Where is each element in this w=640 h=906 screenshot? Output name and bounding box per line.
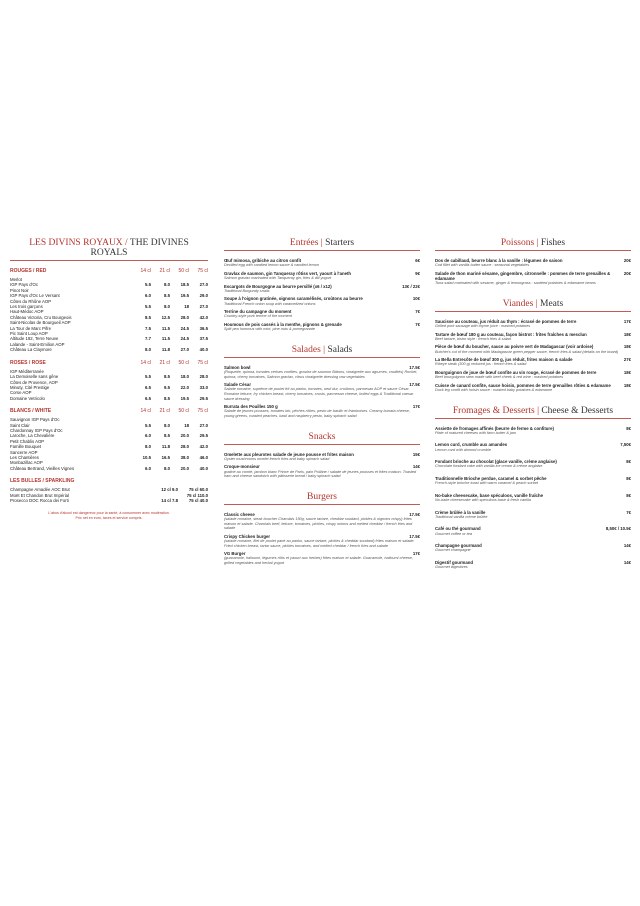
menu-item-name: Champagne gourmand	[435, 543, 482, 549]
sparkling-name: Moët Et Chandon Brut Impérial	[10, 492, 69, 498]
menu-item-name: Burrata des Pouilles 150 g	[224, 404, 278, 410]
wine-price: 5.5	[145, 422, 151, 428]
wine-price: 28.0	[180, 444, 189, 450]
salades-title-sub: Salads	[327, 344, 353, 355]
menu-item	[224, 322, 420, 332]
wine-sections	[10, 268, 208, 474]
sparkling-price-glass: 12 cl 9.0	[161, 487, 178, 493]
menu-item-name: Crispy Chicken burger	[224, 533, 271, 539]
menu-item-name: Œuf mimosa, gribiche au citron confit	[224, 258, 302, 263]
section-spacer	[10, 403, 208, 404]
menu-item	[435, 426, 631, 436]
menu-item-description: Oyster mushrooms omelet french fries and baby spinach salad	[224, 456, 330, 461]
menu-item-price: 7€	[626, 509, 631, 515]
menu-item-name: La Bella Entrecôte de bœuf 300 g, jus réduit, frites maison & salade	[435, 357, 573, 363]
wine-price: 27.0	[199, 304, 208, 310]
menu-item	[224, 365, 420, 379]
volume-header: 75 cl	[197, 268, 208, 274]
wine-price: 8.0	[164, 282, 170, 288]
menu-item-price: 8€	[626, 492, 631, 498]
menu-item	[435, 560, 631, 570]
menu-item	[435, 526, 631, 536]
menu-item-description: Traditional Burgundy snails	[224, 288, 270, 293]
menu-item-description: (salade romaine, filet de poulet pané au panko, sauce tartare, pickles & cheddar soudard) frites maison et salade. Fried chicken breast, tartar sauce, pickles tomatoes, and melted cheddar / french fries and salade	[224, 538, 415, 548]
wine-title: LES DIVINS ROYAUX	[29, 238, 123, 248]
menu-item-description: Beef bourguignon stew made with beef cheek & red wine : mashed potatoes	[435, 375, 564, 380]
menu-item	[435, 543, 631, 553]
menu-item-price: 18€	[623, 382, 631, 388]
entrees-list	[224, 258, 420, 332]
menu-item-description: French-style brioche toast with warm caramel & peach sorbet	[435, 481, 538, 486]
wine-price: 29.5	[199, 395, 208, 401]
menu-item-description: Chocolate fondant cake with vanilla ice cream & crème anglaise	[435, 464, 543, 469]
volume-header: 75 cl	[197, 359, 208, 366]
salades-title: Salades	[291, 344, 321, 355]
menu-item-name: Salade César	[224, 382, 251, 388]
menu-item-price: 6€	[415, 258, 420, 263]
menu-item-row	[435, 442, 631, 447]
menu-item-price: 27€	[623, 357, 631, 363]
menu-item-price: 8,50€ / 10.5€	[605, 526, 631, 532]
wine-price: 33.0	[199, 384, 208, 390]
wine-price: 12.5	[161, 314, 170, 320]
sparkling-name: Champagne Amadée AOC Brut	[10, 487, 70, 493]
wine-price: 8.0	[145, 444, 151, 450]
wine-name: Les trois garçons	[10, 304, 43, 310]
menu-item-name: VG Burger	[224, 551, 246, 557]
desserts-title: Fromages & Desserts	[452, 405, 535, 416]
volume-header: 21 cl	[159, 268, 170, 274]
volume-header: 50 cl	[178, 268, 189, 274]
viandes-title: Viandes	[502, 298, 534, 309]
middle-column	[224, 238, 420, 569]
poissons-list	[435, 258, 631, 286]
wine-title-sub: THE DIVINES ROYALS	[90, 238, 189, 258]
menu-item	[435, 383, 631, 393]
menu-item-name: Terrine du campagne du moment	[224, 309, 292, 315]
wine-price: 8.0	[145, 347, 151, 353]
section-spacer	[10, 355, 208, 356]
volume-header: 21 cl	[159, 359, 170, 366]
menu-item-name: Gravlax de saumon, gin Tanqueray rôtiss vert, yaourt à l'aneth	[224, 270, 352, 276]
menu-item	[435, 476, 631, 486]
menu-item-description: Gourmet digestives	[435, 565, 468, 570]
menu-item-row	[435, 271, 631, 281]
menu-item-price: 18€	[623, 369, 631, 375]
wine-price: 11.8	[161, 444, 170, 450]
wine-price: 28.0	[199, 374, 208, 380]
wine-price: 28.0	[180, 314, 189, 320]
wine-price: 27.0	[199, 282, 208, 288]
bubbles-list	[10, 487, 208, 503]
menu-item-row	[435, 344, 631, 349]
volume-header: 21 cl	[159, 408, 170, 415]
sparkling-name: Prosecco DOC Rocca dei Forti	[10, 498, 69, 503]
wine-name: Côtes du Rhône AOP	[10, 298, 52, 304]
menu-item-description: Country-style pork terrine of the moment	[224, 314, 292, 319]
wine-name: Petit Chablis AOP	[10, 438, 45, 444]
wine-name: Pinot Noir	[10, 287, 29, 293]
wine-name: Domaine Vetricolo	[10, 395, 45, 401]
entrees-title-sub: Starters	[325, 238, 355, 248]
wine-name: Pic Saint Loup AOP	[10, 331, 48, 337]
menu-item-description: Split pea hummus with mint, pine nuts & pomegranate	[224, 327, 315, 332]
menu-item-description: Salmon gravlax marinated with Tanqueray gin, fries & dill yogurt	[224, 276, 332, 280]
wine-price: 10.5	[142, 454, 151, 460]
wine-name: Château Victoria, Cru Bourgeois	[10, 314, 72, 320]
wine-category-heading	[10, 360, 208, 366]
wine-price: 6.5	[145, 395, 151, 401]
menu-item-description: (guacamole, halloumi, légumes rôtis et yaourt aux herbes) frites maison et salade. Guacamole, halloumi cheese, grilled vegetables and herbal yogurt	[224, 556, 413, 565]
menu-item-description: (Roquette, quinoa, tomates cerises confites, gravlax de saumon Bâtons, vinaigrette aux agrumes, crudités) Rocket, quinoa, cherry tomatoes, Salmon gravlax, citrus vinaigrette dressing raw vegetables	[224, 369, 418, 379]
menu-item	[224, 551, 420, 565]
wine-row	[10, 466, 208, 471]
menu-item-name: Salade de thon mariné sésame, gingembre, citronnelle : pommes de terre grenailles & edamame	[435, 270, 611, 281]
menu-item-price: 7€	[415, 321, 420, 327]
wine-name: Château La Claymore	[10, 347, 52, 353]
menu-item-price: 17€	[412, 551, 420, 557]
menu-item-price: 14€	[412, 464, 420, 470]
wine-name: Sancerre AOP	[10, 449, 38, 455]
menu-item	[435, 344, 631, 354]
menu-item-price: 7€	[415, 309, 420, 315]
menu-item-description: Cod fillet with vanilla butter sauce : seasonal vegetables	[435, 263, 530, 268]
wine-name: Merlot	[10, 277, 22, 282]
menu-item-name: Bourguignon de joue de bœuf confite au vin rouge, écrasé de pommes de terre	[435, 369, 597, 375]
wine-price: 24.5	[180, 336, 189, 342]
viandes-heading: Viandes | Meats	[435, 299, 631, 312]
sparkling-price-bottle: 75 cl 40.0	[188, 498, 208, 503]
wine-row	[10, 347, 208, 352]
menu-item-description: Butcher's cut of the moment with Madagascar green pepper sauce, french fries & salad (details on the board)	[435, 349, 619, 354]
menu-item-description: No-bake cheesecake with speculoos base & fresh vanilla	[435, 497, 531, 502]
menu-item-name: No-bake cheesecake, base spéculoos, vanille fraîche	[435, 492, 543, 498]
right-column	[435, 238, 631, 577]
menu-item-description: Lemon curd with almond crumble	[435, 447, 491, 452]
wine-price: 11.5	[161, 325, 170, 331]
menu-item	[224, 464, 420, 478]
wine-name: Sauvignon IGP Pays d'Oc	[10, 417, 60, 423]
menu-item	[435, 370, 631, 380]
menu-item-description: Salade romaine, suprême de poulet frit au panko, tomates, oeuf dur, croûtons, parmesan AOP et sauce César. Romaine lettuce, fry chicken breast, cherry tomatoes, crusts, parmesan cheese, boiled eggs & Traditional caesar sauce dressing	[224, 387, 414, 401]
menu-item	[224, 404, 420, 418]
poissons-heading: Poissons | Fishes	[435, 238, 631, 251]
wine-price: 40.0	[199, 347, 208, 353]
menu-item	[435, 357, 631, 367]
menu-item-description: Gourmet champagne	[435, 548, 471, 553]
poissons-title: Poissons	[500, 238, 535, 248]
wine-name: Saint Clair	[10, 422, 30, 428]
salades-list	[224, 365, 420, 419]
wine-price: 8.0	[164, 304, 170, 310]
wine-price: 8.5	[164, 433, 170, 439]
entrees-heading: Entrées | Starters	[224, 238, 420, 251]
menu-item-name: Cuisse de canard confite, sauce hoisin, pommes de terre grenailles rôties & edamame	[435, 382, 611, 388]
desserts-list	[435, 426, 631, 570]
wine-category-title: ROSES / ROSE	[10, 359, 46, 366]
menu-item-price: 10€	[412, 296, 420, 302]
wine-price: 8.5	[164, 293, 170, 299]
volume-header: 50 cl	[178, 359, 189, 366]
menu-item	[224, 534, 420, 548]
wine-name: Minuty, Cité Prestige	[10, 384, 50, 390]
wine-category-heading	[10, 268, 208, 274]
wine-name: Famille Bouquet	[10, 444, 42, 450]
menu-item-row	[224, 296, 420, 301]
wine-name: Château Bertrand, Vieilles Vignes	[10, 465, 75, 471]
bubbles-heading	[10, 478, 208, 484]
wine-name: Haut-Médoc AOP	[10, 309, 44, 315]
menu-item-price: 15€	[412, 451, 420, 457]
wine-name: Monbazillac AOP	[10, 460, 43, 466]
wine-price: 29.0	[199, 293, 208, 299]
wine-name: Altitude 192, Terre Neuve	[10, 336, 59, 342]
menu-item-name: Escargots de Bourgogne au beurre persillé (x6 / x12)	[224, 283, 332, 289]
wine-price: 7.5	[145, 325, 151, 331]
menu-item	[224, 382, 420, 401]
wine-category-title: ROUGES / RED	[10, 268, 47, 274]
sparkling-price-glass: 14 cl 7.8	[161, 498, 178, 503]
menu-item-description: Salade de jeunes pousses, tomates bio, pêches rôties, pesto de basilic et framboises. Creamy burrata cheese, young greens, roasted peaches, basil and raspberry pesto, baby spinach salad	[224, 409, 410, 418]
wine-name: Côtes de Provence, AOP	[10, 379, 58, 385]
menu-item-name: Pièce de bœuf du boucher, sauce au poivre vert de Madagascar (voir ardoise)	[435, 344, 594, 350]
wine-price: 8.5	[145, 314, 151, 320]
menu-item-name: Saucisse au couteau, jus réduit au thym : écrasé de pommes de terre	[435, 318, 577, 324]
wine-name: IGP Pays d'Oc	[10, 282, 38, 288]
menu-item-name: Classic cheese	[224, 511, 255, 517]
menu-item-name: Digestif gourmand	[435, 559, 473, 565]
menu-item-row	[224, 464, 420, 469]
wine-price: 22.0	[180, 384, 189, 390]
menu-item-row	[224, 452, 420, 457]
wine-price: 18	[184, 422, 189, 428]
desserts-title-sub: Cheese & Desserts	[541, 405, 614, 416]
entrees-title: Entrées	[289, 238, 319, 248]
menu-item-row	[435, 510, 631, 515]
wine-price: 36.5	[199, 325, 208, 331]
wine-heading: LES DIVINS ROYAUX / THE DIVINES ROYALS	[10, 238, 208, 261]
menu-item	[435, 332, 631, 342]
menu-item-price: 8€	[626, 459, 631, 465]
wine-price: 42.0	[199, 314, 208, 320]
menu-item-name: Assiette de fromages affinés (beurre de ferme & confiture)	[435, 425, 554, 431]
menu-item-description: Devilled egg with candied lemon sauce & candied lemon	[224, 263, 319, 268]
menu-item	[224, 512, 420, 531]
menu-item-name: Salmon bowl	[224, 364, 251, 370]
menu-item-description: Traditional vanilla crème brûlée	[435, 514, 488, 519]
snacks-heading	[224, 432, 420, 445]
menu-item-price: 8€	[626, 425, 631, 431]
menu-item-description: Beef tartare, bistro style : french fries & salad	[435, 336, 511, 341]
menu-item-name: Tartare de bœuf 180 g au couteau, façon bistrot : frites fraîches & mesclun	[435, 331, 587, 337]
burgers-title: Burgers	[307, 491, 337, 502]
wine-name: Corse AOP	[10, 390, 32, 396]
wine-price: 29.5	[199, 433, 208, 439]
wine-price: 8.0	[164, 465, 170, 471]
wine-price: 37.5	[199, 336, 208, 342]
wine-name: Saint-Nicolas de Bourgueil AOP	[10, 320, 71, 326]
menu-item-description: Traditional French onion soup with caramelized onions	[224, 301, 316, 306]
wine-category-heading	[10, 408, 208, 414]
snacks-list	[224, 452, 420, 479]
menu-item	[224, 309, 420, 319]
sparkling-row	[10, 498, 208, 503]
menu-item	[435, 258, 631, 268]
menu-item-name: Lemon curd, crumble aux amandes	[435, 442, 508, 448]
menu-item-description: Plate of matured cheeses with farm butter & jam	[435, 430, 517, 435]
menu-item-name: Dos de cabillaud, beurre blanc à la vanille : légumes de saison	[435, 258, 563, 263]
menu-item-price: 13€ / 22€	[402, 283, 420, 289]
wine-column	[10, 238, 208, 521]
menu-item-description: gratiné au comté, jambon blanc Prince de Paris, pain Poilâne / salade de jeunes pousses et frites maison. Toasted ham and cheese sandwich with pâtisserie bread / baby spinach salad	[224, 469, 417, 479]
menu-item-price: 9€	[415, 270, 420, 276]
menu-item	[224, 271, 420, 281]
menu-item-price: 17.5€	[409, 382, 420, 388]
wine-name: La Demoiselle sans gêne	[10, 374, 59, 380]
menu-item-price: 17€	[623, 318, 631, 324]
menu-item-price: 14€	[623, 543, 631, 549]
wine-price: 27.0	[199, 422, 208, 428]
wine-price: 40.0	[199, 465, 208, 471]
wine-price: 6.5	[145, 384, 151, 390]
menu-item-price: 17€	[412, 404, 420, 410]
menu-item-price: 17.5€	[409, 533, 420, 539]
wine-category-title: BLANCS / WHITE	[10, 408, 52, 415]
menu-item-name: Fondant brioche au chocolat (glace vanille, crème anglaise)	[435, 459, 557, 465]
menu-item	[224, 284, 420, 294]
snacks-title: Snacks	[308, 431, 336, 442]
menu-item-description: Tuna salad marinated with sesame, ginger & lemongrass : sautéed potatoes & edamame beans	[435, 281, 596, 286]
wine-price: 5.5	[145, 304, 151, 310]
wine-price: 24.5	[180, 325, 189, 331]
menu-item-name: Café ou thé gourmand	[435, 526, 481, 532]
wine-price: 7.7	[145, 336, 151, 342]
wine-price: 19.5	[180, 293, 189, 299]
menu-item-name: Traditionnelle Brioche perdue, caramel & sorbet pêche	[435, 475, 547, 481]
menu-item-price: 17.5€	[409, 511, 420, 517]
poissons-title-sub: Fishes	[540, 238, 566, 248]
wine-price: 5.5	[145, 374, 151, 380]
menu-item-name: Croque-monsieur	[224, 464, 260, 470]
wine-price: 20.0	[180, 465, 189, 471]
volume-header: 14 cl	[140, 408, 151, 415]
wine-price: 46.0	[199, 454, 208, 460]
menu-item	[435, 510, 631, 520]
legal-note	[10, 511, 208, 520]
menu-item-description: Ribeye steak (300 g) reduced jus : french fries & salad	[435, 362, 527, 367]
volume-header: 75 cl	[197, 408, 208, 415]
sparkling-price-bottle: 75 cl 110.0	[186, 492, 208, 498]
menu-item-name: Houmous de pois cassés à la menthe, pignons & grenade	[224, 321, 342, 327]
wine-price: 11.5	[161, 336, 170, 342]
menu-item	[435, 493, 631, 503]
menu-item-price: 20€	[623, 270, 631, 276]
wine-price: 42.0	[199, 444, 208, 450]
menu-item-price: 14€	[623, 559, 631, 565]
menu-item-price: 20€	[623, 258, 631, 263]
wine-name: Les Chantières	[10, 454, 39, 460]
wine-name: Chardonnay IGP Pays d'Oc	[10, 427, 63, 433]
wine-price: 16.5	[161, 454, 170, 460]
wine-price: 6.0	[145, 293, 151, 299]
menu-item-price: 18€	[623, 344, 631, 350]
wine-price: 8.5	[164, 374, 170, 380]
wine-price: 8.0	[164, 422, 170, 428]
wine-price: 18.0	[180, 374, 189, 380]
desserts-heading: Fromages & Desserts | Cheese & Desserts	[435, 406, 631, 419]
wine-name: Lalande - Saint-Emilion AOP	[10, 341, 65, 347]
menu-item-name: Crème brûlée à la vanille	[435, 509, 486, 515]
wine-price: 11.8	[161, 347, 170, 353]
volume-header: 14 cl	[140, 268, 151, 274]
menu-item-description: Grilled pork sausage with thyme juice : mashed potatoes	[435, 324, 531, 328]
section-spacer	[10, 473, 208, 474]
menu-item-price: 17.5€	[409, 364, 420, 370]
menu-item	[224, 258, 420, 268]
wine-name: Laroche, La Chevalière	[10, 433, 55, 439]
wine-price: 8.5	[164, 395, 170, 401]
viandes-list	[435, 319, 631, 393]
wine-price: 6.0	[145, 465, 151, 471]
menu-item	[435, 319, 631, 329]
wine-name: IGP Méditerranée	[10, 368, 44, 374]
salades-heading: Salades | Salads	[224, 345, 420, 358]
legal-note-line-2: Prix net en euro, taxes et service compris.	[75, 516, 143, 520]
menu-item	[435, 271, 631, 286]
menu-item-description: (salade romaine, steak boucher Charolais 150g, sauce tartare, cheddar soudard, pickles & oignons crispy) frites maison et salade. Charolais beef, lettuce, tomatoes, pickles, crispy onions and melted cheddar / french fries and salade	[224, 516, 413, 531]
bubbles-title: LES BULLES / SPARKLING	[10, 478, 75, 485]
menu-item-row	[435, 526, 631, 531]
menu-item	[224, 452, 420, 462]
menu-item	[224, 296, 420, 306]
wine-price: 20.0	[180, 433, 189, 439]
volume-header: 50 cl	[178, 408, 189, 415]
menu-item-description: Duck leg confit with hoisin sauce : roasted baby potatoes & edamame	[435, 387, 553, 392]
menu-item-name: Soupe à l'oignon gratinée, oignons caramélisés, croûtons au beurre	[224, 296, 363, 302]
menu-item	[435, 459, 631, 469]
wine-price: 5.5	[145, 282, 151, 288]
sparkling-price-bottle: 75 cl 60.0	[188, 487, 208, 493]
wine-price: 19.5	[180, 395, 189, 401]
wine-name: La Tour de Marc Pifre	[10, 325, 51, 331]
menu-item-price: 8€	[626, 475, 631, 481]
menu-item-description: Gourmet coffee or tea	[435, 531, 472, 536]
wine-price: 6.0	[145, 433, 151, 439]
wine-name: IGP Pays d'Oc Le Versant	[10, 293, 60, 299]
wine-price: 18.5	[180, 282, 189, 288]
menu-item-name: Omelette aux pleurotes salade de jeune pousse et frites maison	[224, 451, 354, 457]
menu-item-price: 18€	[623, 331, 631, 337]
burgers-list	[224, 512, 420, 566]
menu-item	[435, 442, 631, 452]
wine-price: 9.5	[164, 384, 170, 390]
wine-price: 27.0	[180, 347, 189, 353]
legal-note-line-1: L'abus d'alcool est dangereux pour la santé, à consommer avec modération.	[48, 511, 170, 516]
wine-price: 18	[184, 304, 189, 310]
burgers-heading	[224, 492, 420, 505]
wine-price: 38.0	[180, 454, 189, 460]
volume-header: 14 cl	[140, 359, 151, 366]
viandes-title-sub: Meats	[540, 298, 564, 309]
menu-item-price: 7,50€	[620, 442, 631, 448]
wine-row	[10, 396, 208, 401]
